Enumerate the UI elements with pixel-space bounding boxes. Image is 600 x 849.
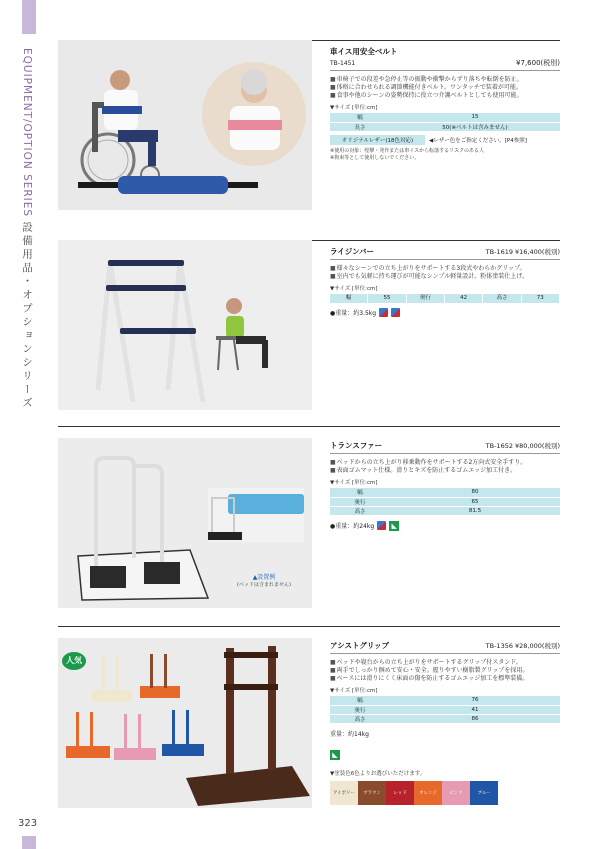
option-label: オリジナルレザー(18色対応) <box>330 135 425 145</box>
weight: ●重量：約3.5kg <box>330 310 377 317</box>
swatch-label: ブラウン <box>363 790 381 796</box>
install-caption <box>224 572 304 588</box>
swatch-ivory[interactable] <box>330 781 358 805</box>
option-note: ◀レザー色をご指定ください。[P4参照] <box>429 137 527 144</box>
sidebar-title-en: EQUIPMENT/OPTION SERIES <box>21 48 33 218</box>
spec-value: 41 <box>390 705 560 714</box>
color-swatches <box>330 781 560 805</box>
product-section-risingbar <box>58 240 560 410</box>
page-number: 323 <box>18 818 38 829</box>
swatch-orange[interactable] <box>414 781 442 805</box>
color-note: ▼塗装色6色よりお選びいただけます。 <box>330 770 426 777</box>
spec-key: 幅 <box>330 488 390 497</box>
product-photo-assistgrip <box>58 638 312 808</box>
spec-value: 86 <box>390 714 560 723</box>
swatch-label: ピンク <box>449 790 463 796</box>
belt-illustration <box>58 40 312 210</box>
spec-row <box>330 113 560 122</box>
product-name: 車イス用安全ベルト <box>330 47 398 56</box>
product-info-risingbar <box>330 246 560 317</box>
weight: 重量：約14kg <box>330 730 369 738</box>
desc-line: ■ 室内でも気軽に持ち運びが可能なシンプル軽量設計。粉体塗装仕上げ。 <box>330 273 560 281</box>
product-name: ライジンバー <box>330 247 375 256</box>
swatch-label: レッド <box>393 790 407 796</box>
spec-key: 幅 <box>330 113 390 122</box>
desc-line: ■ ベースには滑りにくく床面の傷を防止するゴムエッジ加工を標準装備。 <box>330 675 560 683</box>
product-description <box>330 659 560 683</box>
desc-line: ■ 表面ゴムマット仕様。滑りとキズを防止するゴムエッジ加工付き。 <box>330 467 560 475</box>
weight-row <box>330 308 560 317</box>
desc-line: ■ 体格に合わせられる調節機能付きベルト。ワンタッチで装着が可能。 <box>330 84 560 92</box>
product-info-assistgrip <box>330 640 560 805</box>
sidebar-accent <box>22 0 36 34</box>
product-photo-risingbar <box>58 240 312 410</box>
product-info-belt <box>330 46 560 162</box>
spec-value: 50(※ベルトは含みません) <box>390 122 560 131</box>
product-name: アシストグリップ <box>330 641 390 650</box>
spec-row <box>330 122 560 131</box>
spec-key: 高さ <box>330 506 390 515</box>
product-description <box>330 76 560 100</box>
spec-key: 高さ <box>330 714 390 723</box>
spec-key: 奥行 <box>407 294 445 303</box>
spec-table <box>330 696 560 724</box>
spec-table <box>330 488 560 516</box>
box-icon <box>379 308 388 317</box>
swatch-red[interactable] <box>386 781 414 805</box>
spec-value: 15 <box>390 113 560 122</box>
desc-line: ■ ベッドからの立ち上がり移乗動作をサポートする2方向式安全手すり。 <box>330 459 560 467</box>
assembly-icon: ◣ <box>330 750 340 760</box>
weight: ●重量：約24kg <box>330 523 375 530</box>
product-code: TB-1451 <box>330 60 356 67</box>
product-description <box>330 459 560 475</box>
assistgrip-illustration <box>58 638 312 808</box>
size-label: ▼サイズ [単位:cm] <box>330 480 378 486</box>
spec-key: 高さ <box>483 294 521 303</box>
swatch-label: アイボリー <box>332 790 356 796</box>
desc-line: ■ ベッドや寝台からの立ち上がりをサポートするグリップ付スタンド。 <box>330 659 560 667</box>
desc-line: ■ 両手でしっかり掴めて安心・安全。握りやすい樹脂製グリップを採用。 <box>330 667 560 675</box>
size-label: ▼サイズ [単位:cm] <box>330 688 378 694</box>
spec-value: 55 <box>368 294 406 303</box>
size-label: ▼サイズ [単位:cm] <box>330 286 378 292</box>
box-icon <box>391 308 400 317</box>
weight-row <box>330 729 560 738</box>
product-section-assistgrip <box>58 626 560 811</box>
caption-title: ▲設置例 <box>252 574 276 581</box>
desc-line: ■ 車椅子での段差や急停止等の振動や衝撃からずり落ちや転倒を防止。 <box>330 76 560 84</box>
product-photo-belt <box>58 40 312 210</box>
product-section-transfer <box>58 426 560 608</box>
spec-value: 73 <box>522 294 560 303</box>
spec-value: 65 <box>390 497 560 506</box>
product-code-price: TB-1619 ¥16,400(税別) <box>485 248 560 256</box>
weight-row <box>330 521 560 531</box>
risingbar-illustration <box>58 240 312 410</box>
size-label: ▼サイズ [単位:cm] <box>330 105 378 111</box>
sidebar-title <box>20 48 35 410</box>
swatch-blue[interactable] <box>470 781 498 805</box>
spec-key: 長さ <box>330 122 390 131</box>
product-name: トランスファー <box>330 441 383 450</box>
spec-table <box>330 113 560 132</box>
box-icon <box>377 521 386 530</box>
caption-note: (ベッドは含まれません) <box>237 582 291 588</box>
swatch-label: ブルー <box>477 790 491 796</box>
note-line: ※使用の対象：痙攣・発作または車イスから転落するリスクのある人 <box>330 147 485 154</box>
product-section-belt <box>58 40 560 210</box>
product-price: ¥7,600(税別) <box>516 59 560 67</box>
desc-line: ■ 様々なシーンでの立ち上がりをサポートする3段式やわらかグリップ。 <box>330 265 560 273</box>
spec-key: 奥行 <box>330 497 390 506</box>
popular-badge: 人気 <box>62 652 86 670</box>
swatch-label: オレンジ <box>419 790 437 796</box>
assembly-icon: ◣ <box>389 521 399 531</box>
swatch-pink[interactable] <box>442 781 470 805</box>
spec-key: 幅 <box>330 696 390 705</box>
sidebar-title-jp: 設備用品・オプションシリーズ <box>21 221 33 411</box>
sidebar-accent-bottom <box>22 836 36 849</box>
desc-line: ■ 食事や他のシーンの姿勢保持に役立つ介護ベルトとしても使用可能。 <box>330 92 560 100</box>
spec-inline <box>330 294 560 303</box>
spec-value: 81.5 <box>390 506 560 515</box>
product-info-transfer <box>330 440 560 531</box>
product-code-price: TB-1356 ¥28,000(税別) <box>485 642 560 650</box>
spec-value: 76 <box>390 696 560 705</box>
spec-value: 80 <box>390 488 560 497</box>
spec-value: 42 <box>445 294 483 303</box>
note-line: ※拘束等として使用しないでください。 <box>330 154 420 161</box>
product-code-price: TB-1652 ¥80,000(税別) <box>485 442 560 450</box>
spec-key: 奥行 <box>330 705 390 714</box>
spec-key: 幅 <box>330 294 368 303</box>
product-description <box>330 265 560 281</box>
swatch-brown[interactable] <box>358 781 386 805</box>
usage-notes <box>330 148 560 162</box>
